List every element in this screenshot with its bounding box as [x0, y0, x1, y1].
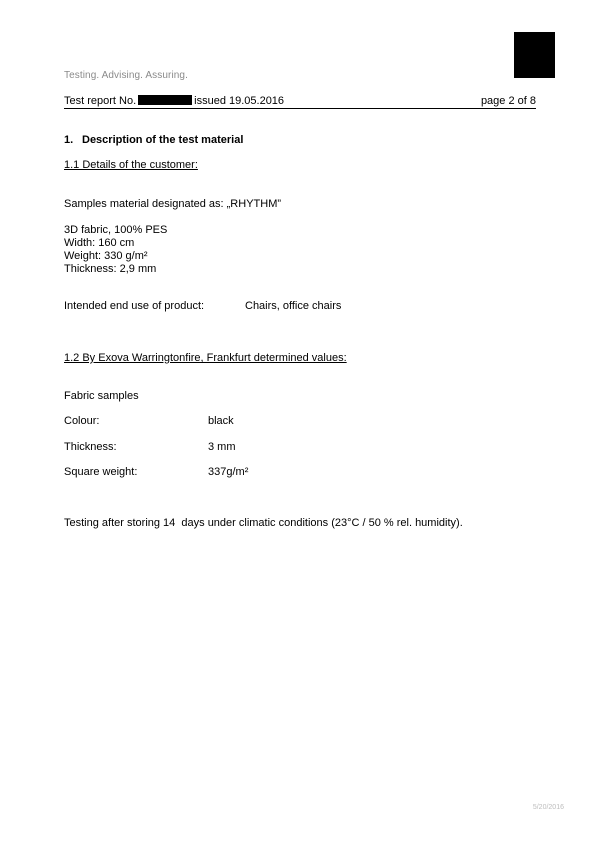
page-number: page 2 of 8	[480, 95, 536, 107]
property-label: Colour:	[64, 415, 100, 427]
redacted-report-number	[138, 95, 192, 105]
spec-line: Weight: 330 g/m²	[64, 250, 148, 262]
company-tagline: Testing. Advising. Assuring.	[64, 70, 188, 81]
subsection-title-customer: 1.1 Details of the customer:	[64, 159, 198, 171]
subsection-title-determined: 1.2 By Exova Warringtonfire, Frankfurt determined values:	[64, 352, 347, 364]
spec-line: 3D fabric, 100% PES	[64, 224, 168, 236]
spec-line: Width: 160 cm	[64, 237, 135, 249]
property-value: 3 mm	[208, 441, 236, 453]
fabric-samples-label: Fabric samples	[64, 390, 139, 402]
property-label: Thickness:	[64, 441, 117, 453]
footer-date: 5/20/2016	[532, 804, 564, 811]
property-value: black	[208, 415, 234, 427]
intended-use-value: Chairs, office chairs	[245, 300, 342, 312]
property-value: 337g/m²	[208, 466, 249, 478]
testing-conditions-note: Testing after storing 14 days under climatic conditions (23°C / 50 % rel. humidity).	[64, 517, 463, 529]
issued-date: issued 19.05.2016	[194, 95, 285, 107]
section-title: Description of the test material	[82, 134, 244, 146]
report-header	[64, 95, 536, 109]
samples-designation: Samples material designated as: „RHYTHM”	[64, 198, 282, 210]
property-label: Square weight:	[64, 466, 138, 478]
spec-line: Thickness: 2,9 mm	[64, 263, 157, 275]
section-heading	[64, 134, 243, 146]
intended-use-label: Intended end use of product:	[64, 300, 205, 312]
company-logo	[514, 32, 555, 78]
report-number-label: Test report No.	[64, 95, 137, 107]
section-number: 1.	[64, 134, 74, 146]
